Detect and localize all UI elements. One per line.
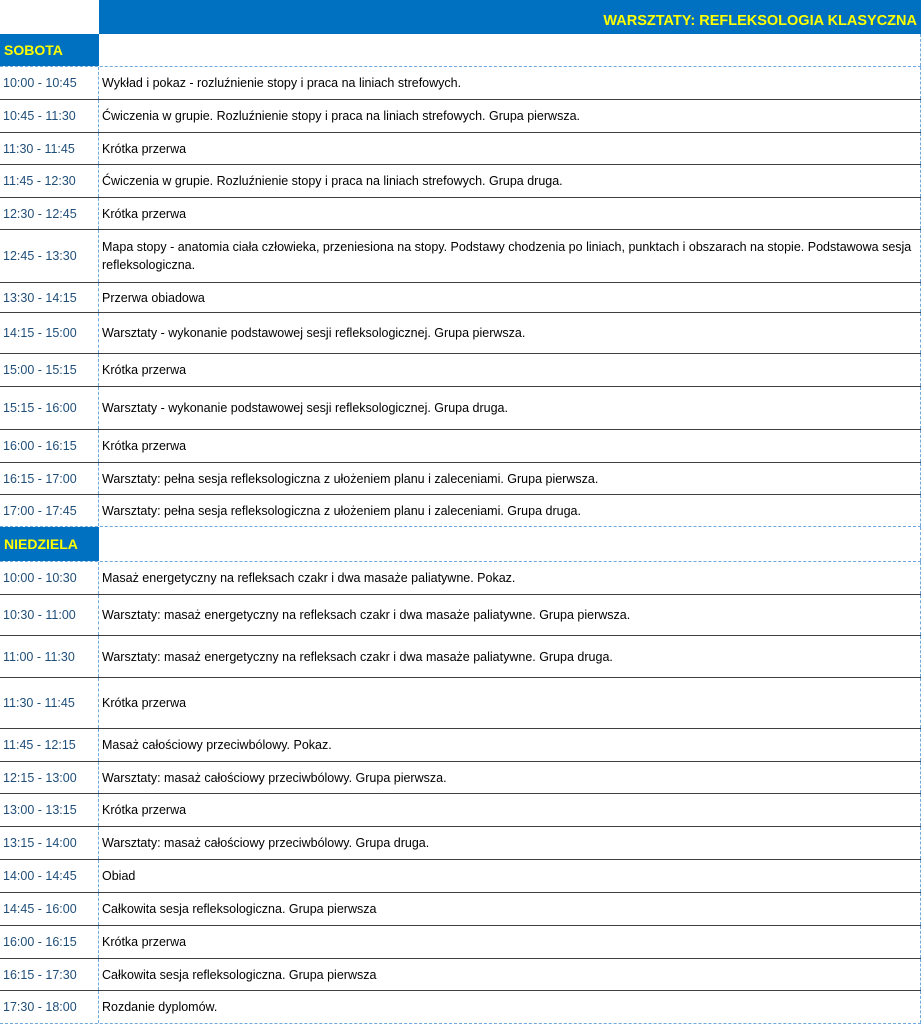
schedule-row (0, 387, 921, 430)
schedule-row (0, 165, 921, 198)
time-cell: 11:30 - 11:45 (0, 678, 99, 728)
schedule-row (0, 636, 921, 678)
time-cell: 11:45 - 12:30 (0, 165, 99, 197)
description-cell: Warsztaty - wykonanie podstawowej sesji refleksologicznej. Grupa pierwsza. (99, 313, 921, 353)
time-cell: 12:45 - 13:30 (0, 230, 99, 282)
schedule-row (0, 562, 921, 595)
time-cell: 11:00 - 11:30 (0, 636, 99, 677)
description-cell: Całkowita sesja refleksologiczna. Grupa pierwsza (99, 959, 921, 990)
description-cell: Warsztaty: masaż całościowy przeciwbólowy. Grupa pierwsza. (99, 762, 921, 793)
time-cell: 10:00 - 10:30 (0, 562, 99, 594)
schedule-row (0, 860, 921, 893)
time-cell: 17:00 - 17:45 (0, 495, 99, 526)
schedule-row (0, 926, 921, 959)
time-cell: 13:30 - 14:15 (0, 283, 99, 312)
time-cell: 10:30 - 11:00 (0, 595, 99, 635)
description-cell: Przerwa obiadowa (99, 283, 921, 312)
schedule-row (0, 893, 921, 926)
description-cell: Warsztaty: masaż całościowy przeciwbólowy. Grupa druga. (99, 827, 921, 859)
description-cell: Całkowita sesja refleksologiczna. Grupa pierwsza (99, 893, 921, 925)
day-header-row (0, 527, 921, 562)
time-cell: 13:15 - 14:00 (0, 827, 99, 859)
day-header-blank (99, 34, 921, 66)
schedule-row (0, 313, 921, 354)
description-cell: Wykład i pokaz - rozluźnienie stopy i praca na liniach strefowych. (99, 67, 921, 99)
day-header-blank (99, 527, 921, 561)
schedule-row (0, 100, 921, 133)
day-header: NIEDZIELA (0, 527, 99, 561)
time-cell: 12:30 - 12:45 (0, 198, 99, 229)
schedule-row (0, 794, 921, 827)
schedule-row (0, 991, 921, 1024)
schedule-title: WARSZTATY: REFLEKSOLOGIA KLASYCZNA (99, 0, 921, 34)
schedule-row (0, 230, 921, 283)
schedule-row (0, 430, 921, 463)
description-cell: Warsztaty: masaż energetyczny na refleksach czakr i dwa masaże paliatywne. Grupa pierwsza. (99, 595, 921, 635)
description-cell: Krótka przerwa (99, 430, 921, 462)
time-cell: 11:45 - 12:15 (0, 729, 99, 761)
schedule-row (0, 198, 921, 230)
time-cell: 14:15 - 15:00 (0, 313, 99, 353)
schedule-row (0, 67, 921, 100)
time-cell: 16:00 - 16:15 (0, 430, 99, 462)
description-cell: Warsztaty - wykonanie podstawowej sesji refleksologicznej. Grupa druga. (99, 387, 921, 429)
time-cell: 14:00 - 14:45 (0, 860, 99, 892)
title-row (0, 0, 921, 34)
time-cell: 15:00 - 15:15 (0, 354, 99, 386)
schedule-row (0, 595, 921, 636)
day-header: SOBOTA (0, 34, 99, 66)
description-cell: Obiad (99, 860, 921, 892)
time-cell: 10:45 - 11:30 (0, 100, 99, 132)
time-cell: 14:45 - 16:00 (0, 893, 99, 925)
day-header-row (0, 34, 921, 67)
description-cell: Rozdanie dyplomów. (99, 991, 921, 1023)
schedule-row (0, 729, 921, 762)
description-cell: Krótka przerwa (99, 198, 921, 229)
description-cell: Warsztaty: pełna sesja refleksologiczna z ułożeniem planu i zaleceniami. Grupa druga. (99, 495, 921, 526)
time-cell: 11:30 - 11:45 (0, 133, 99, 164)
schedule-row (0, 762, 921, 794)
time-cell: 13:00 - 13:15 (0, 794, 99, 826)
description-cell: Krótka przerwa (99, 678, 921, 728)
schedule-row (0, 678, 921, 729)
description-cell: Krótka przerwa (99, 926, 921, 958)
description-cell: Masaż energetyczny na refleksach czakr i dwa masaże paliatywne. Pokaz. (99, 562, 921, 594)
time-cell: 16:15 - 17:30 (0, 959, 99, 990)
description-cell: Krótka przerwa (99, 354, 921, 386)
description-cell: Ćwiczenia w grupie. Rozluźnienie stopy i praca na liniach strefowych. Grupa druga. (99, 165, 921, 197)
schedule-row (0, 827, 921, 860)
time-cell: 16:00 - 16:15 (0, 926, 99, 958)
schedule-row (0, 959, 921, 991)
description-cell: Warsztaty: pełna sesja refleksologiczna z ułożeniem planu i zaleceniami. Grupa pierwsza. (99, 463, 921, 494)
schedule-row (0, 463, 921, 495)
time-cell: 17:30 - 18:00 (0, 991, 99, 1023)
description-cell: Krótka przerwa (99, 794, 921, 826)
time-cell: 15:15 - 16:00 (0, 387, 99, 429)
time-cell: 10:00 - 10:45 (0, 67, 99, 99)
schedule-row (0, 283, 921, 313)
schedule-row (0, 133, 921, 165)
time-cell: 12:15 - 13:00 (0, 762, 99, 793)
description-cell: Ćwiczenia w grupie. Rozluźnienie stopy i praca na liniach strefowych. Grupa pierwsza. (99, 100, 921, 132)
title-corner (0, 0, 99, 34)
schedule-row (0, 354, 921, 387)
schedule-row (0, 495, 921, 527)
description-cell: Warsztaty: masaż energetyczny na refleksach czakr i dwa masaże paliatywne. Grupa druga. (99, 636, 921, 677)
description-cell: Mapa stopy - anatomia ciała człowieka, przeniesiona na stopy. Podstawy chodzenia po liniach, punktach i obszarach na stopie. Podstawowa sesja refleksologiczna. (99, 230, 921, 282)
description-cell: Krótka przerwa (99, 133, 921, 164)
time-cell: 16:15 - 17:00 (0, 463, 99, 494)
description-cell: Masaż całościowy przeciwbólowy. Pokaz. (99, 729, 921, 761)
